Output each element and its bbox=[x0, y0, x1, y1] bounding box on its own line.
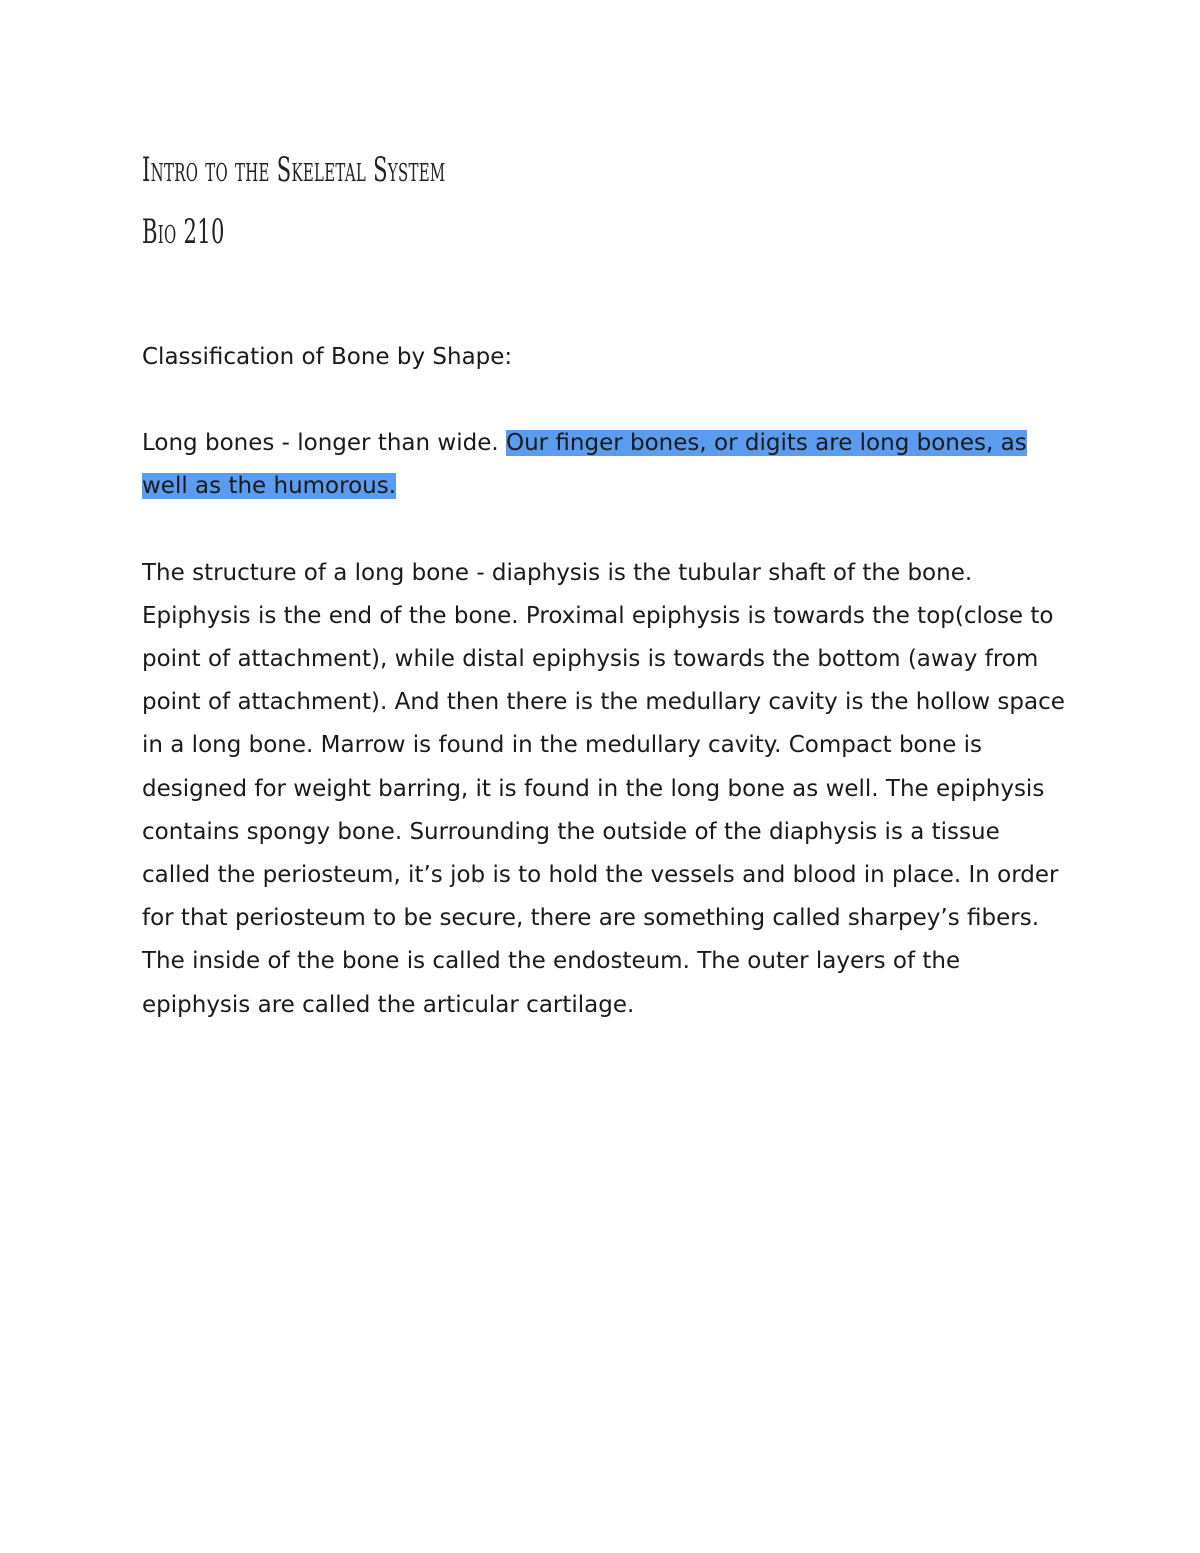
document-title: Intro to the Skeletal System bbox=[142, 150, 446, 190]
document-subtitle: Bio 210 bbox=[142, 212, 225, 252]
long-bones-plain-text: Long bones - longer than wide. bbox=[142, 430, 506, 457]
long-bones-paragraph bbox=[142, 422, 1072, 508]
title-block bbox=[142, 150, 631, 252]
highlighted-text[interactable]: Our finger bones, or digits are long bones, as well as the humorous. bbox=[142, 430, 1027, 500]
document-body bbox=[142, 336, 1072, 1027]
structure-paragraph: The structure of a long bone - diaphysis is the tubular shaft of the bone. Epiphysis is the end of the bone. Proximal epiphysis is towards the top(close to point of attachment), while distal epiphysis is towards the bottom (away from point of attachment). And then there is the medullary cavity is the hollow space in a long bone. Marrow is found in the medullary cavity. Compact bone is designed for weight barring, it is found in the long bone as well. The epiphysis contains spongy bone. Surrounding the outside of the diaphysis is a tissue called the periosteum, it’s job is to hold the vessels and blood in place. In order for that periosteum to be secure, there are something called sharpey’s fibers. The inside of the bone is called the endosteum. The outer layers of the epiphysis are called the articular cartilage. bbox=[142, 559, 1065, 1018]
section-heading: Classification of Bone by Shape: bbox=[142, 344, 513, 370]
